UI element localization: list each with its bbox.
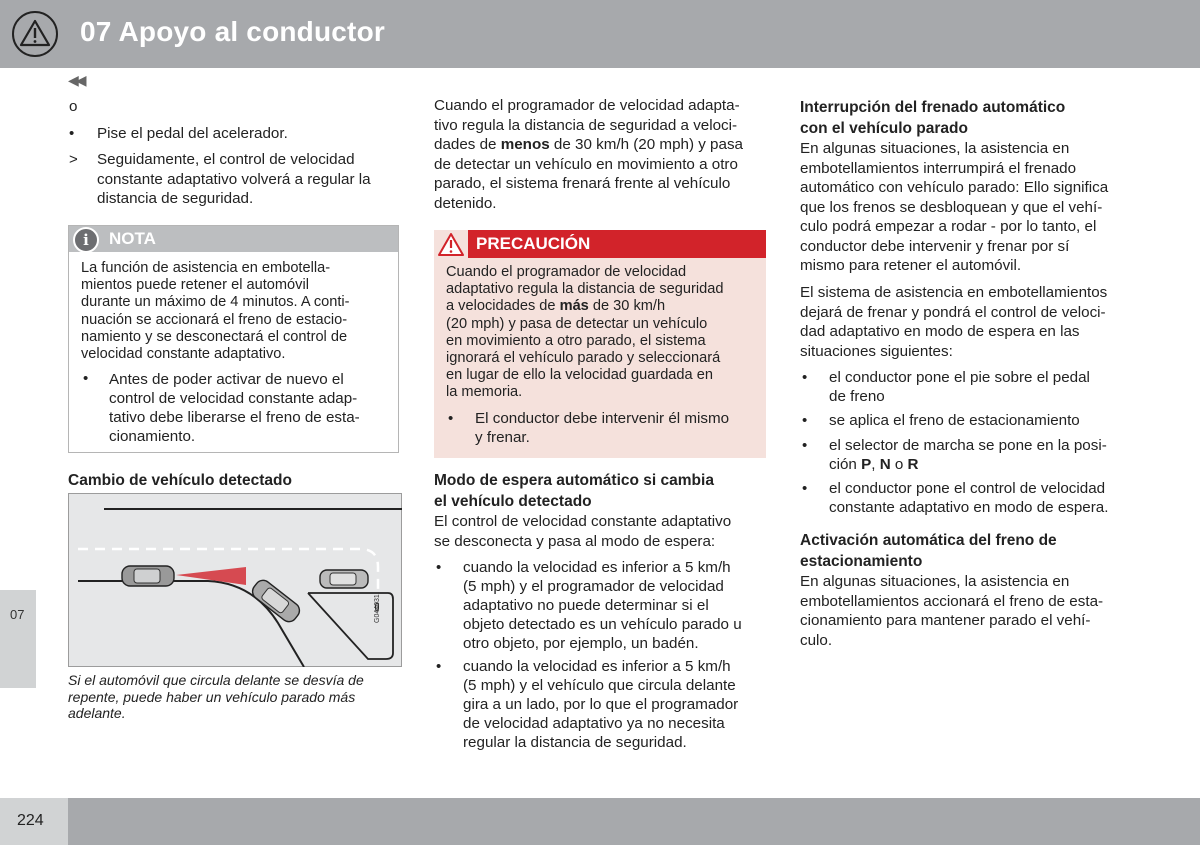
situation-bullet-2: se aplica el freno de estacionamiento	[829, 412, 1080, 429]
section-heading-standby: Modo de espera automático si cambia el vehículo detectado	[434, 472, 714, 510]
or-label: o	[69, 98, 78, 115]
caution-triangle-icon	[434, 230, 468, 258]
bullet-icon: •	[83, 370, 89, 387]
figure-caption: Si el automóvil que circula delante se desvía de repente, puede haber un vehículo parado más adelante.	[68, 672, 364, 721]
bullet-icon: •	[448, 410, 454, 427]
situation-bullet-4: el conductor pone el control de velocidad constante adaptativo en modo de espera.	[829, 480, 1109, 516]
bullet-icon: •	[436, 658, 442, 675]
bullet-icon: •	[802, 412, 808, 429]
standby-bullet-1: cuando la velocidad es inferior a 5 km/h (5 mph) y el programador de velocidad adaptativo no puede determinar si el objeto detectado es un vehículo parado u otro objeto, por ejemplo, un badén.	[463, 559, 742, 652]
caution-box	[434, 230, 766, 458]
bullet-icon: •	[802, 369, 808, 386]
warning-icon	[12, 11, 58, 57]
chapter-tab-number: 07	[10, 607, 25, 622]
caution-header	[434, 230, 766, 258]
note-bullet-text: Antes de poder activar de nuevo el control de velocidad constante adap- tativo debe liberarse el freno de esta- cionamiento.	[109, 371, 360, 445]
standby-situations-paragraph: El sistema de asistencia en embotellamientos dejará de frenar y pondrá el control de veloci- dad adaptativo en modo de espera en las situaciones siguientes:	[800, 284, 1108, 360]
note-title: NOTA	[109, 229, 156, 248]
interruption-paragraph: En algunas situaciones, la asistencia en embotellamientos interrumpirá el frenado automático con vehículo parado: Ello significa que los frenos se desbloquean y que el vehí- culo podrá empezar a rodar - por lo tanto, el conductor debe intervenir y frenar por sí mismo para retener el automóvil.	[800, 140, 1109, 274]
step-accelerator: Pise el pedal del acelerador.	[97, 125, 288, 142]
note-box	[68, 225, 399, 453]
caution-bullet-text: El conductor debe intervenir él mismo y frenar.	[475, 410, 730, 446]
intro-paragraph: Cuando el programador de velocidad adapta- tivo regula la distancia de seguridad a veloci- dades de menos de 30 km/h (20 mph) y pasa de detectar un vehículo en movimiento a otro parado, el sistema frenará frente al vehículo detenido.	[434, 97, 743, 212]
note-header	[69, 226, 398, 252]
bullet-icon: •	[69, 125, 75, 142]
auto-parking-brake-paragraph: En algunas situaciones, la asistencia en embotellamientos accionará el freno de esta- cionamiento para mantener parado el vehí- culo.	[800, 573, 1104, 649]
chapter-title: 07 Apoyo al conductor	[80, 16, 385, 47]
traffic-diagram	[68, 493, 402, 667]
page-number-box	[0, 798, 68, 845]
result-arrow-icon: >	[69, 151, 78, 168]
bullet-icon: •	[802, 437, 808, 454]
section-heading-vehicle-change: Cambio de vehículo detectado	[68, 472, 292, 489]
bullet-icon: •	[436, 559, 442, 576]
caution-title: PRECAUCIÓN	[476, 234, 591, 253]
caution-text: Cuando el programador de velocidad adaptativo regula la distancia de seguridad a velocidades de más de 30 km/h (20 mph) y pasa de detectar un vehículo en movimiento a otro parado, el sistema ignorará el vehículo parado y seleccionará en lugar de ello la velocidad guardada en la memoria.	[446, 264, 724, 401]
chapter-side-tab	[0, 590, 36, 688]
bullet-icon: •	[802, 480, 808, 497]
section-heading-auto-parking-brake: Activación automática del freno de estacionamiento	[800, 532, 1057, 570]
previous-page-arrows-icon: ◀◀	[68, 72, 84, 88]
step-result: Seguidamente, el control de velocidad constante adaptativo volverá a regular la distancia de seguridad.	[97, 151, 371, 207]
section-heading-interruption: Interrupción del frenado automático con el vehículo parado	[800, 99, 1066, 137]
page-number: 224	[17, 812, 44, 829]
situation-bullet-1: el conductor pone el pie sobre el pedal de freno	[829, 369, 1090, 405]
situation-bullet-3: el selector de marcha se pone en la posi- ción P, N o R	[829, 437, 1107, 473]
standby-bullet-2: cuando la velocidad es inferior a 5 km/h (5 mph) y el vehículo que circula delante gira a un lado, por lo que el programador de velocidad adaptativo ya no necesita regular la distancia de seguridad.	[463, 658, 739, 751]
figure-code: G044031	[374, 594, 381, 623]
chapter-header	[0, 0, 1200, 68]
standby-paragraph: El control de velocidad constante adaptativo se desconecta y pasa al modo de espera:	[434, 513, 732, 550]
page-footer	[0, 798, 1200, 845]
info-icon: i	[73, 227, 99, 253]
note-text: La función de asistencia en embotella- mientos puede retener el automóvil durante un máximo de 4 minutos. A conti- nuación se accionará el freno de estacio- namiento y se desconectará el control de velocidad constante adaptativo.	[81, 260, 350, 363]
